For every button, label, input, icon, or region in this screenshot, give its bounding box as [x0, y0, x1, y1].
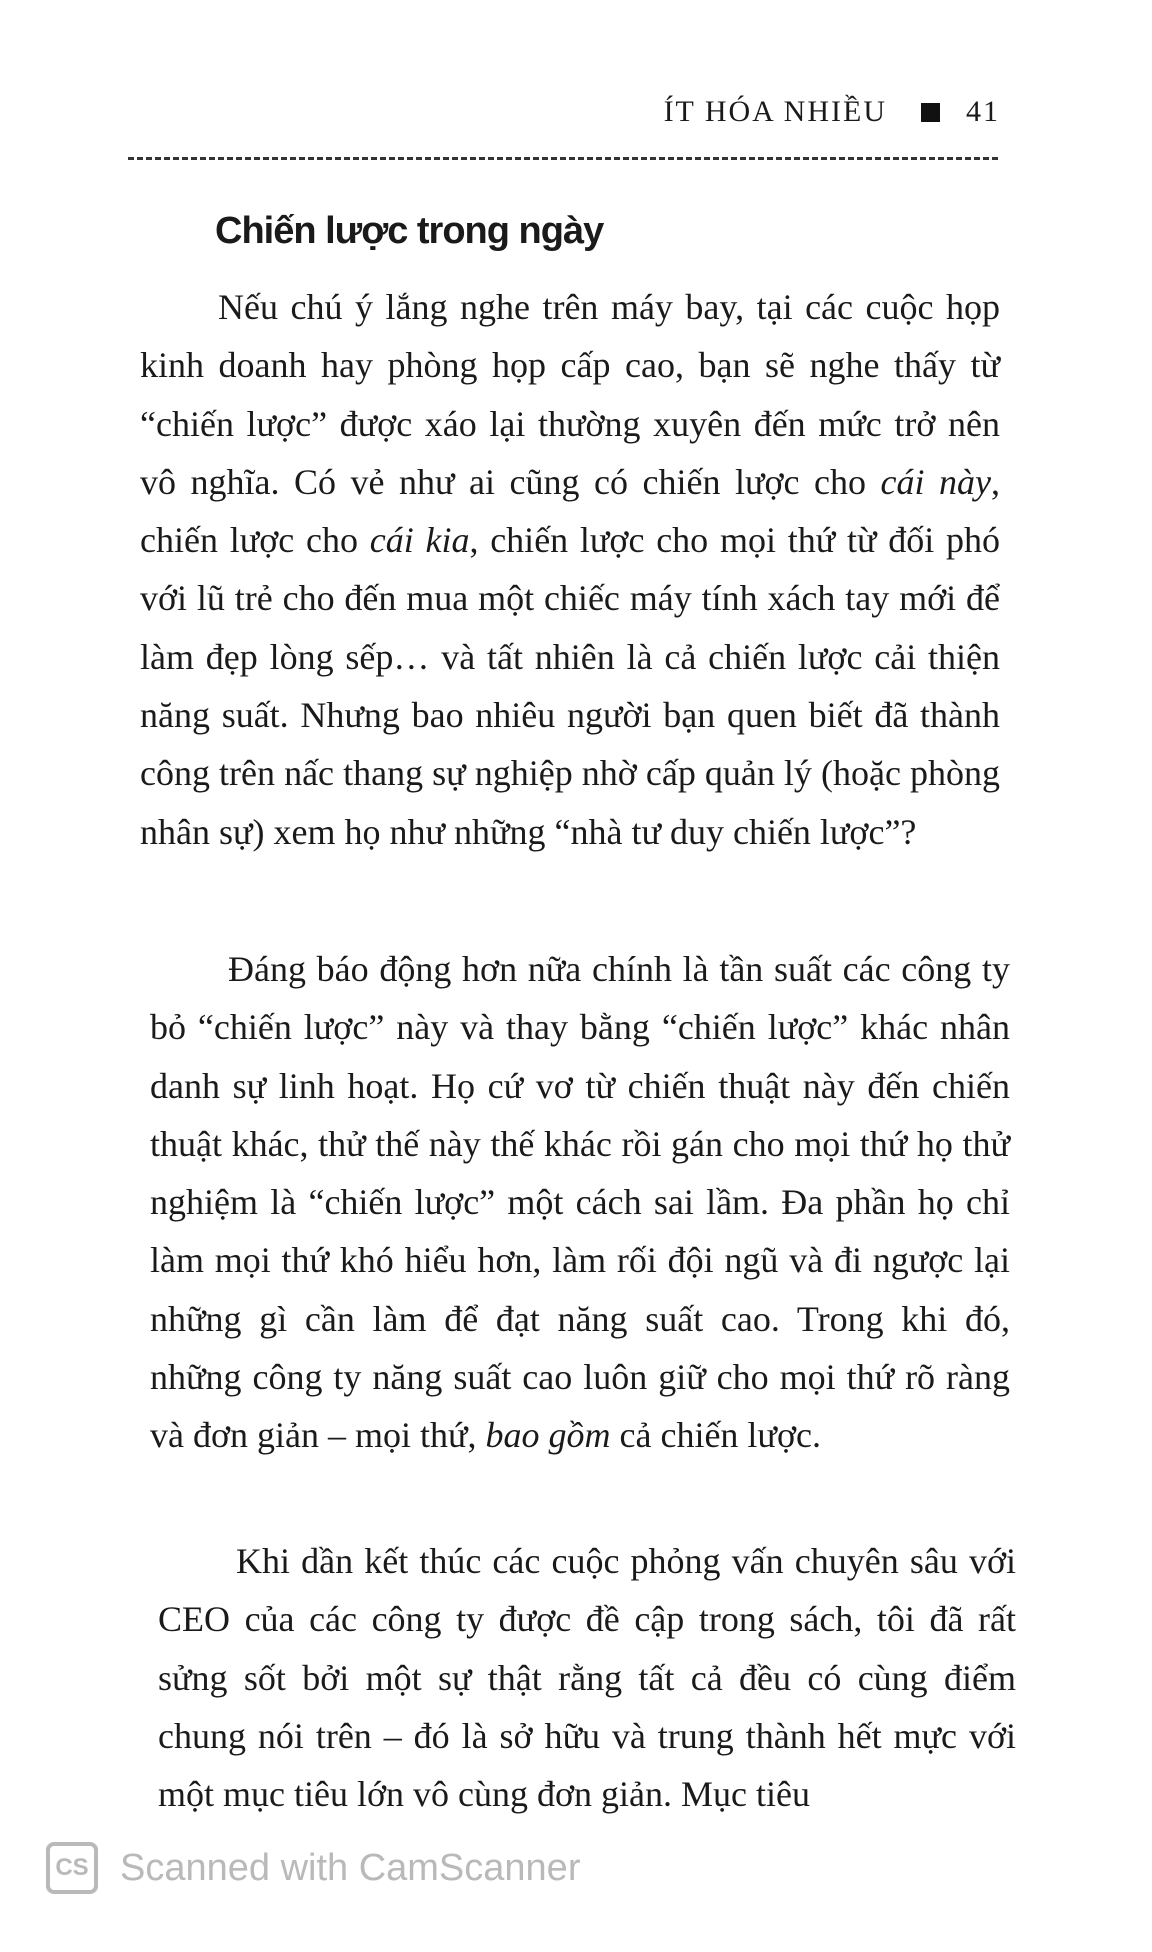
camscanner-logo-icon: CS	[46, 1842, 98, 1894]
watermark-text: Scanned with CamScanner	[120, 1846, 581, 1889]
running-title: ÍT HÓA NHIỀU	[663, 95, 887, 128]
scanner-watermark	[46, 1838, 580, 1898]
section-heading: Chiến lược trong ngày	[215, 210, 604, 252]
header-divider	[128, 157, 998, 160]
running-header	[600, 92, 1000, 132]
paragraph: Nếu chú ý lắng nghe trên máy bay, tại các cuộc họp kinh doanh hay phòng họp cấp cao, bạn sẽ nghe thấy từ “chiến lược” được xáo lại thường xuyên đến mức trở nên vô nghĩa. Có vẻ như ai cũng có chiến lược cho cái này, chiến lược cho cái kia, chiến lược cho mọi thứ từ đối phó với lũ trẻ cho đến mua một chiếc máy tính xách tay mới để làm đẹp lòng sếp… và tất nhiên là cả chiến lược cải thiện năng suất. Nhưng bao nhiêu người bạn quen biết đã thành công trên nấc thang sự nghiệp nhờ cấp quản lý (hoặc phòng nhân sự) xem họ như những “nhà tư duy chiến lược”?	[140, 287, 1000, 852]
paragraph: Đáng báo động hơn nữa chính là tần suất các công ty bỏ “chiến lược” này và thay bằng “chiến lược” khác nhân danh sự linh hoạt. Họ cứ vơ từ chiến thuật này đến chiến thuật khác, thử thế này thế khác rồi gán cho mọi thứ họ thử nghiệm là “chiến lược” một cách sai lầm. Đa phần họ chỉ làm mọi thứ khó hiểu hơn, làm rối đội ngũ và đi ngược lại những gì cần làm để đạt năng suất cao. Trong khi đó, những công ty năng suất cao luôn giữ cho mọi thứ rõ ràng và đơn giản – mọi thứ, bao gồm cả chiến lược.	[150, 949, 1010, 1456]
page-number: 41	[966, 95, 1000, 128]
paragraph: Khi dần kết thúc các cuộc phỏng vấn chuyên sâu với CEO của các công ty được đề cập trong sách, tôi đã rất sửng sốt bởi một sự thật rằng tất cả đều có cùng điểm chung nói trên – đó là sở hữu và trung thành hết mực với một mục tiêu lớn vô cùng đơn giản. Mục tiêu	[158, 1541, 1016, 1815]
square-bullet-icon	[921, 103, 940, 122]
